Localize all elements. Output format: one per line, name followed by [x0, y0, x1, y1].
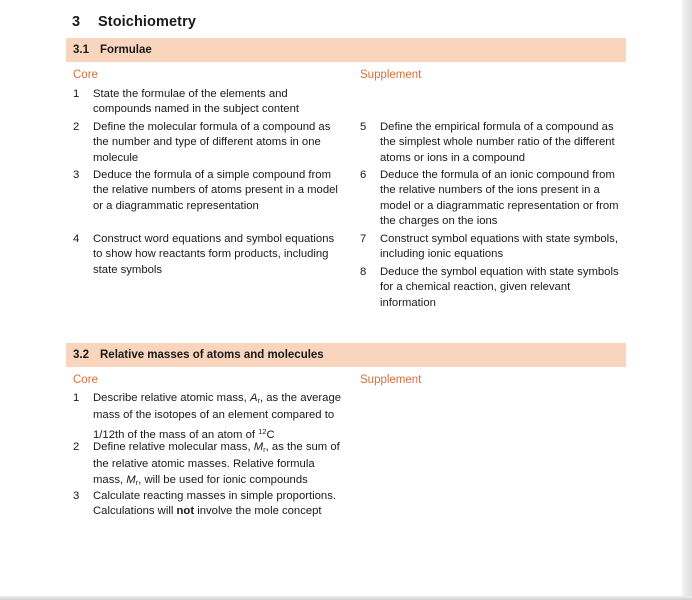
chapter-heading: [72, 14, 196, 30]
learning-outcome: [73, 232, 343, 278]
outcome-text: Define the empirical formula of a compound as the simplest whole number ratio of the different atoms or ions in a compound: [380, 121, 615, 164]
outcome-text: Describe relative atomic mass, $A_r$, as the average mass of the isotopes of an element compared to 1/12th of the mass of an atom of $^{12}$C: [93, 392, 342, 441]
section-title: Relative masses of atoms and molecules: [100, 349, 324, 361]
outcome-text: Construct word equations and symbol equations to show how reactants form products, including state symbols: [93, 233, 335, 276]
outcome-number: 8: [360, 266, 367, 278]
outcome-number: 2: [73, 441, 80, 453]
section-number: 3.1: [73, 44, 89, 56]
page-bottom-shadow: [0, 596, 692, 600]
section-heading-relative-masses: [66, 343, 626, 367]
core-column-heading: Core: [73, 374, 98, 386]
outcome-number: 4: [73, 233, 80, 245]
learning-outcome: [360, 265, 625, 311]
learning-outcome: [73, 168, 343, 214]
learning-outcome: [73, 391, 343, 443]
outcome-number: 6: [360, 169, 367, 181]
supplement-column-heading: Supplement: [360, 69, 422, 81]
section-heading-formulae: [66, 38, 626, 62]
core-column-heading: Core: [73, 69, 98, 81]
learning-outcome: [73, 489, 343, 520]
learning-outcome: [73, 120, 343, 166]
outcome-number: 5: [360, 121, 367, 133]
section-title: Formulae: [100, 44, 152, 56]
learning-outcome: [360, 120, 625, 166]
outcome-text: Construct symbol equations with state symbols, including ionic equations: [380, 233, 618, 261]
outcome-text: Calculate reacting masses in simple proportions. Calculations will not involve the mole concept: [93, 490, 336, 518]
outcome-number: 1: [73, 392, 80, 404]
outcome-number: 3: [73, 169, 80, 181]
chapter-title: Stoichiometry: [98, 14, 196, 30]
learning-outcome: [360, 232, 625, 263]
chapter-number: 3: [72, 14, 81, 30]
learning-outcome: [73, 87, 343, 118]
outcome-text: State the formulae of the elements and compounds named in the subject content: [93, 88, 299, 116]
page-edge-shadow: [682, 0, 692, 600]
learning-outcome: [360, 168, 625, 230]
outcome-number: 2: [73, 121, 80, 133]
outcome-number: 3: [73, 490, 80, 502]
outcome-text: Deduce the formula of an ionic compound from the relative numbers of the ions present in a model or a diagrammatic representation or from the charges on the ions: [380, 169, 619, 228]
outcome-number: 7: [360, 233, 367, 245]
outcome-number: 1: [73, 88, 80, 100]
outcome-text: Define the molecular formula of a compound as the number and type of different atoms in one molecule: [93, 121, 331, 164]
outcome-text: Deduce the symbol equation with state symbols for a chemical reaction, given relevant information: [380, 266, 619, 309]
supplement-column-heading: Supplement: [360, 374, 422, 386]
learning-outcome: [73, 440, 343, 490]
outcome-text: Define relative molecular mass, $M_r$, as the sum of the relative atomic masses. Relative formula mass, $M_r$, will be used for ionic compounds: [93, 441, 340, 487]
section-number: 3.2: [73, 349, 89, 361]
outcome-text: Deduce the formula of a simple compound from the relative numbers of atoms present in a model or a diagrammatic representation: [93, 169, 338, 212]
